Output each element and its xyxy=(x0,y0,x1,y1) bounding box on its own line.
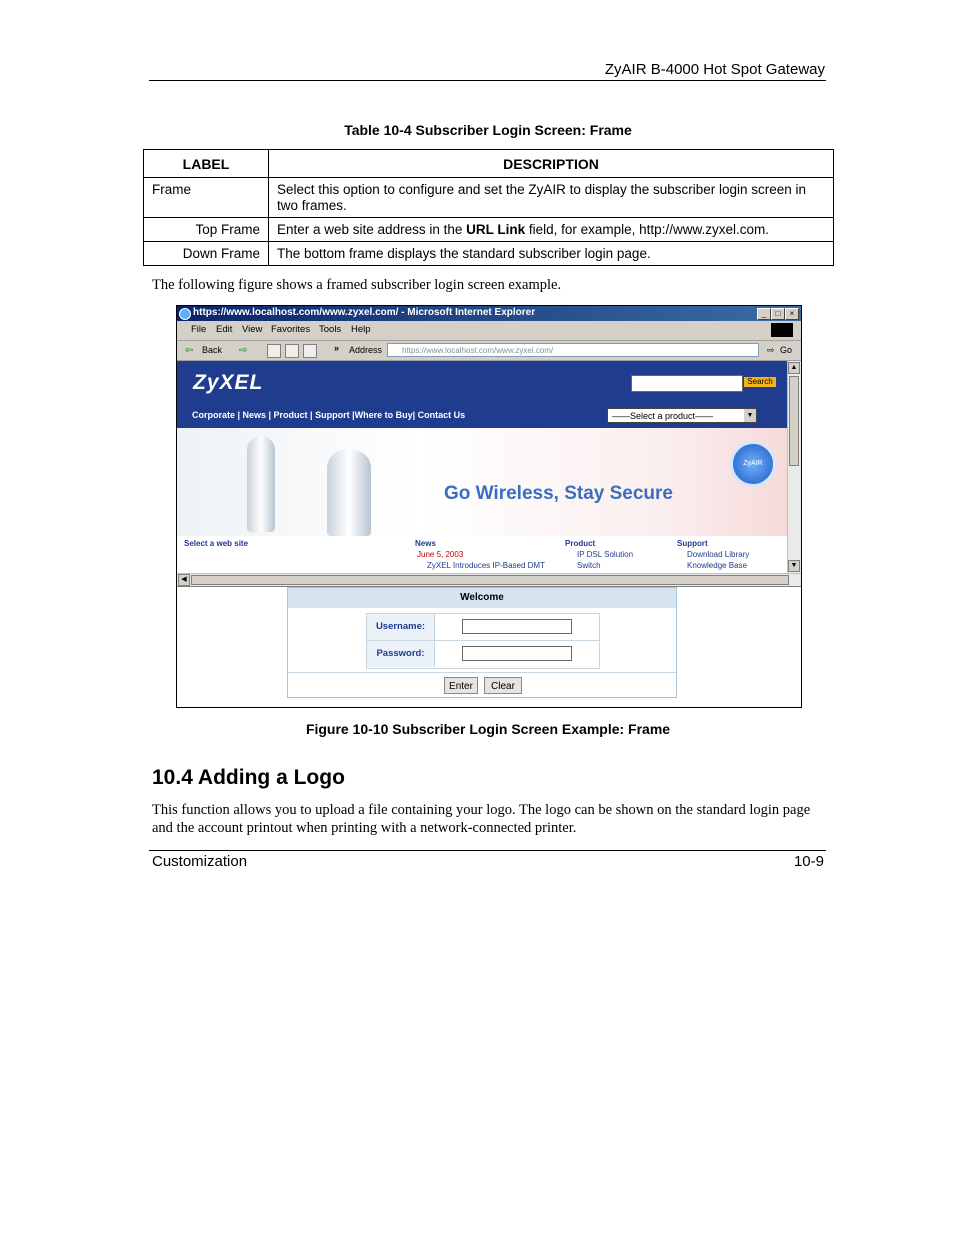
enter-button[interactable]: Enter xyxy=(444,677,478,694)
close-button[interactable]: × xyxy=(785,308,799,320)
product-heading[interactable]: Product xyxy=(565,539,596,548)
clear-button[interactable]: Clear xyxy=(484,677,522,694)
scroll-left-icon[interactable]: ◀ xyxy=(178,574,190,586)
support-item[interactable]: Download Library xyxy=(687,550,750,559)
select-product-value: ——Select a product—— xyxy=(612,411,714,421)
links-chevron[interactable]: » xyxy=(334,343,340,353)
welcome-heading: Welcome xyxy=(288,588,676,608)
table-caption: Table 10-4 Subscriber Login Screen: Frame xyxy=(344,122,632,138)
row-description xyxy=(269,218,834,242)
access-point-image xyxy=(247,436,275,532)
footer-chapter: Customization xyxy=(152,853,248,870)
site-nav[interactable]: Corporate | News | Product | Support |Where to Buy| Contact Us xyxy=(192,410,466,420)
password-label: Password: xyxy=(367,641,435,667)
desc-text: Enter a web site address in the xyxy=(277,222,467,237)
product-item[interactable]: Switch xyxy=(577,561,601,570)
menu-edit[interactable]: Edit xyxy=(216,324,233,335)
go-button[interactable]: Go xyxy=(780,345,793,355)
scroll-thumb[interactable] xyxy=(191,575,789,585)
horizontal-scrollbar[interactable] xyxy=(177,573,801,587)
header-rule xyxy=(149,80,826,81)
home-icon[interactable] xyxy=(303,344,317,358)
zyair-badge: ZyAIR xyxy=(730,441,776,487)
select-product-dropdown[interactable] xyxy=(607,408,757,423)
go-arrow-icon: ⇨ xyxy=(767,345,775,355)
password-row xyxy=(367,641,599,667)
minimize-button[interactable]: _ xyxy=(757,308,771,320)
column-header-description: DESCRIPTION xyxy=(269,150,834,178)
menu-bar xyxy=(177,321,801,341)
ie-icon xyxy=(179,308,191,320)
news-item[interactable]: ZyXEL Introduces IP-Based DMT xyxy=(427,561,545,570)
url-link-term: URL Link xyxy=(466,222,526,237)
window-title: https://www.localhost.com/www.zyxel.com/ - Microsoft Internet Explorer xyxy=(193,307,536,318)
browser-screenshot xyxy=(176,305,802,708)
support-heading[interactable]: Support xyxy=(677,539,708,548)
row-description: The bottom frame displays the standard subscriber login page. xyxy=(269,242,834,266)
username-input[interactable] xyxy=(462,619,572,634)
site-hero xyxy=(177,428,787,536)
menu-view[interactable]: View xyxy=(242,324,263,335)
section-body: This function allows you to upload a file containing your logo. The logo can be shown on the standard login page and the account printout when printing with a network-connected printer. xyxy=(152,802,811,836)
row-label: Top Frame xyxy=(144,218,269,242)
top-frame xyxy=(177,361,787,573)
product-item[interactable]: IP DSL Solution xyxy=(577,550,634,559)
address-label: Address xyxy=(349,345,383,355)
menu-tools[interactable]: Tools xyxy=(319,324,342,335)
subscriber-login-frame-table xyxy=(143,149,834,266)
news-heading[interactable]: News xyxy=(415,539,436,548)
menu-file[interactable]: File xyxy=(191,324,207,335)
page-number: 10-9 xyxy=(793,853,824,870)
site-slogan: Go Wireless, Stay Secure xyxy=(444,483,673,504)
password-input[interactable] xyxy=(462,646,572,661)
back-button[interactable]: Back xyxy=(202,345,223,355)
menu-help[interactable]: Help xyxy=(351,324,371,335)
scroll-down-icon[interactable]: ▼ xyxy=(788,560,800,572)
select-site-link[interactable]: Select a web site xyxy=(184,539,249,548)
desc-text: field, for example, http://www.zyxel.com. xyxy=(525,222,769,237)
login-form xyxy=(366,613,600,669)
site-banner xyxy=(177,361,787,428)
browser-toolbar xyxy=(177,341,801,361)
intro-paragraph: The following figure shows a framed subscriber login screen example. xyxy=(152,277,562,293)
back-arrow-icon: ⇦ xyxy=(185,345,194,356)
maximize-button[interactable]: □ xyxy=(771,308,785,320)
address-input[interactable]: https://www.localhost.com/www.zyxel.com/ xyxy=(387,343,759,357)
figure-caption: Figure 10-10 Subscriber Login Screen Example: Frame xyxy=(305,721,671,737)
username-row xyxy=(367,614,599,641)
news-item[interactable]: June 5, 2003 xyxy=(417,550,464,559)
zyxel-logo: ZyXEL xyxy=(193,371,264,394)
chevron-down-icon: ▼ xyxy=(744,409,756,422)
window-titlebar xyxy=(177,306,801,321)
table-row xyxy=(144,178,834,218)
site-search-button[interactable]: Search xyxy=(744,377,776,387)
table-row xyxy=(144,242,834,266)
scroll-up-icon[interactable]: ▲ xyxy=(788,362,800,374)
username-label: Username: xyxy=(367,614,435,640)
running-header: ZyAIR B-4000 Hot Spot Gateway xyxy=(604,61,825,78)
scroll-thumb[interactable] xyxy=(789,376,799,466)
login-panel xyxy=(287,587,677,698)
access-point-image xyxy=(327,450,371,536)
menu-favorites[interactable]: Favorites xyxy=(271,324,311,335)
support-item[interactable]: Knowledge Base xyxy=(687,561,748,570)
table-header-row xyxy=(144,150,834,178)
forward-arrow-icon[interactable]: ⇨ xyxy=(239,345,248,356)
site-links xyxy=(177,536,787,573)
row-label: Down Frame xyxy=(144,242,269,266)
windows-logo-icon xyxy=(771,323,793,337)
table-row xyxy=(144,218,834,242)
refresh-icon[interactable] xyxy=(285,344,299,358)
site-search-input[interactable] xyxy=(631,375,743,392)
stop-icon[interactable] xyxy=(267,344,281,358)
footer-rule xyxy=(149,850,826,851)
login-buttons xyxy=(288,672,676,697)
section-heading: 10.4 Adding a Logo xyxy=(152,766,345,789)
column-header-label: LABEL xyxy=(144,150,269,178)
row-description: Select this option to configure and set the ZyAIR to display the subscriber login screen in two frames. xyxy=(269,178,834,218)
row-label: Frame xyxy=(144,178,269,218)
vertical-scrollbar[interactable] xyxy=(787,361,801,573)
